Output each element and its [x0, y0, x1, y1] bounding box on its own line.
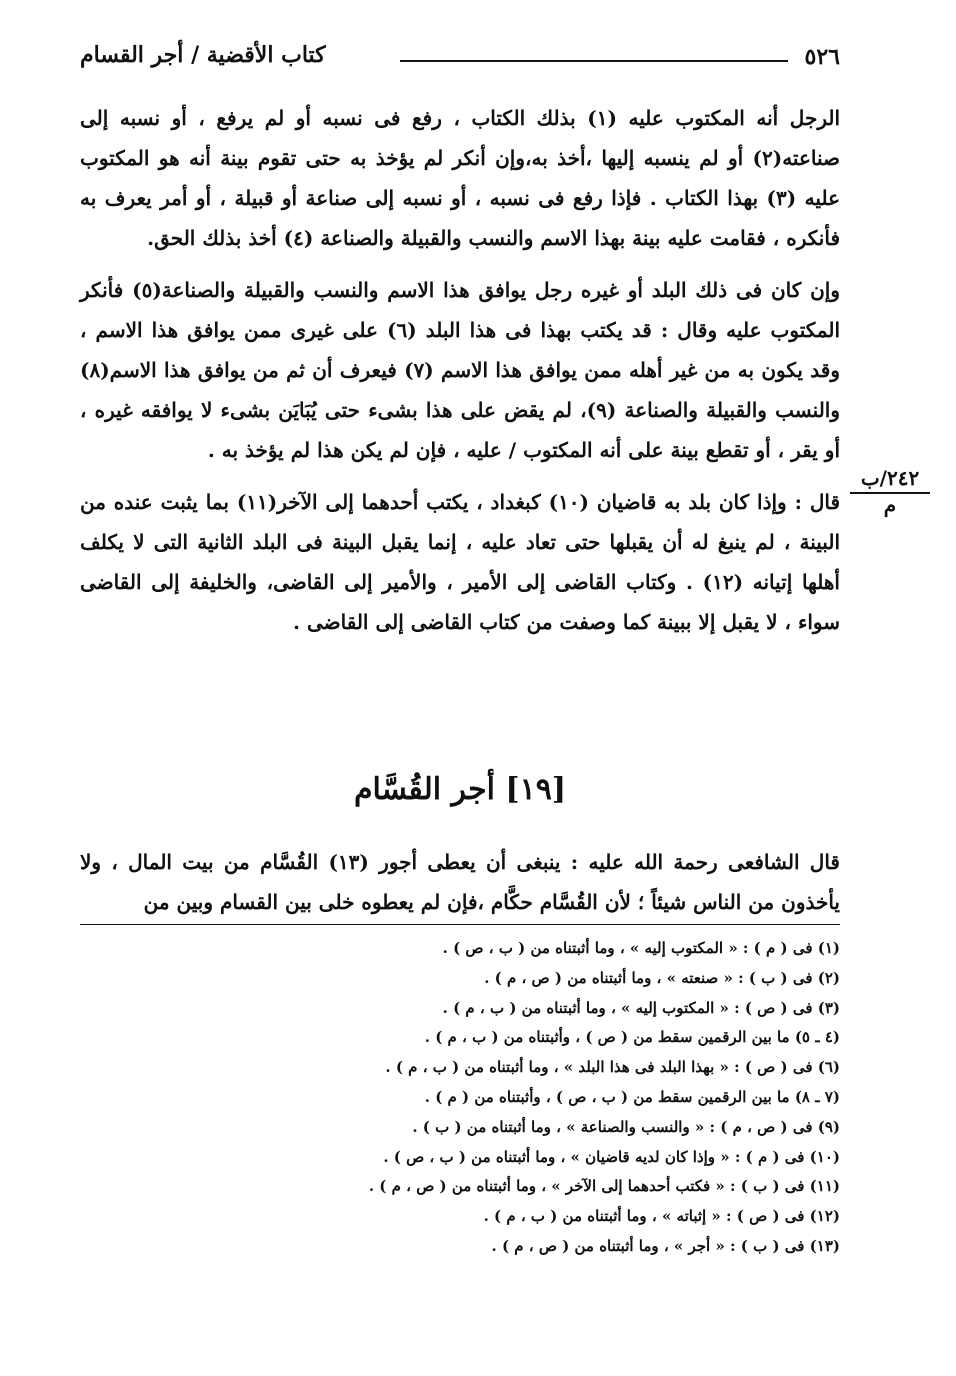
paragraph-text: وإن كان فى ذلك البلد أو غيره رجل يوافق هذا الاسم والنسب والقبيلة والصناعة(٥) فأنكر المكتوب عليه وقال : قد يكتب بهذا فى هذا البلد (٦) على غيرى ممن يوافق هذا الاسم ، وقد يكون به من غير أهله ممن يوافق هذا الاسم (٧) فيعرف أن ثم من يوافق هذا الاسم(٨) والنسب والقبيلة والصناعة (٩)، لم يقض على هذا بشىء حتى يُبَايَن بشىء لا يوافقه غيره ، أو يقر ، أو تقطع بينة على أنه المكتوب / عليه ، فإن لم يكن هذا لم يؤخذ به .: [80, 278, 840, 462]
footnote: (٣) فى ( ص ) : « المكتوب إليه » ، وما أثبتناه من ( ب ، م ) .: [442, 998, 840, 1017]
footnote: (٢) فى ( ب ) : « صنعته » ، وما أثبتناه من ( ص ، م ) .: [484, 968, 840, 987]
section-heading: [١٩] أجر القُسَّام: [353, 772, 567, 807]
footnotes: [300, 934, 840, 1262]
paragraph-text: الرجل أنه المكتوب عليه (١) بذلك الكتاب ، رفع فى نسبه أو لم يرفع ، أو نسبه إلى صناعته(٢) أو لم ينسبه إليها ،أخذ به،وإن أنكر لم يؤخذ به حتى تقوم بينة أنه هو المكتوب عليه (٣) بهذا الكتاب . فإذا رفع فى نسبه ، أو نسبه إلى صناعة أو قبيلة ، أو أمر يعرف به فأنكره ، فقامت عليه بينة بهذا الاسم والنسب والقبيلة والصناعة (٤) أخذ بذلك الحق.: [80, 106, 840, 250]
paragraph-text: رحمة الله عليه : ينبغى أن يعطى أجور (١٣) القُسَّام من بيت المال ، ولا يأخذون من الناس شيئاً ؛ لأن القُسَّام حكَّام ،فإن لم يعطوه خلى بين القسام وبين من: [80, 850, 840, 914]
paragraph: [80, 842, 840, 922]
footnote: (١٢) فى ( ص ) : « إثباته » ، وما أثبتناه من ( ب ، م ) .: [483, 1207, 840, 1226]
running-title: كتاب الأقضية / أجر القسام: [80, 42, 326, 68]
footnote: (٦) فى ( ص ) : « بهذا البلد فى هذا البلد » ، وما أثبتناه من ( ب ، م ) .: [385, 1058, 840, 1077]
paragraph: [80, 270, 840, 470]
margin-folio-note: [850, 466, 930, 516]
footnote: (١١) فى ( ب ) : « فكتب أحدهما إلى الآخر » ، وما أثبتناه من ( ص ، م ) .: [368, 1177, 840, 1196]
paragraph: [80, 482, 840, 642]
manuscript-sigil: م: [883, 493, 897, 517]
paragraph-lead: قال الشافعى: [728, 850, 840, 874]
paragraph-lead: قال: [809, 490, 840, 514]
footnote: (١) فى ( م ) : « المكتوب إليه » ، وما أثبتناه من ( ب ، ص ) .: [442, 939, 840, 957]
page-header: [80, 38, 840, 78]
main-text: [80, 98, 840, 642]
footnote: (١٠) فى ( م ) : « وإذا كان لديه قاضيان » ، وما أثبتناه من ( ب ، ص ) .: [383, 1147, 840, 1166]
footnote: (٩) فى ( ص ، م ) : « والنسب والصناعة » ، وما أثبتناه من ( ب ) .: [412, 1117, 840, 1136]
footnote: (٤ ـ ٥) ما بين الرقمين سقط من ( ص ) ، وأثبتناه من ( ب ، م ) .: [424, 1028, 840, 1047]
paragraph: [80, 98, 840, 258]
page-number: ٥٢٦: [804, 44, 840, 70]
paragraph-text: : وإذا كان بلد به قاضيان (١٠) كبغداد ، يكتب أحدهما إلى الآخر(١١) بما يثبت عنده من البينة ، لم ينبغ له أن يقبلها حتى تعاد عليه ، إنما يقبل البينة فى البلد الثانية التى لا يكلف أهلها إتيانه (١٢) . وكتاب القاضى إلى الأمير ، والأمير إلى القاضى، والخليفة إلى القاضى سواء ، لا يقبل إلا ببينة كما وصفت من كتاب القاضى إلى القاضى .: [80, 490, 840, 634]
footnote: (٧ ـ ٨) ما بين الرقمين سقط من ( ب ، ص ) ، وأثبتناه من ( م ) .: [424, 1087, 840, 1106]
footnote-separator: [80, 924, 840, 925]
footnote: (١٣) فى ( ب ) : « أجر » ، وما أثبتناه من ( ص ، م ) .: [491, 1236, 840, 1255]
header-rule: [400, 60, 788, 62]
folio-reference: ٢٤٢/ب: [850, 466, 930, 494]
section-text: [80, 842, 840, 922]
